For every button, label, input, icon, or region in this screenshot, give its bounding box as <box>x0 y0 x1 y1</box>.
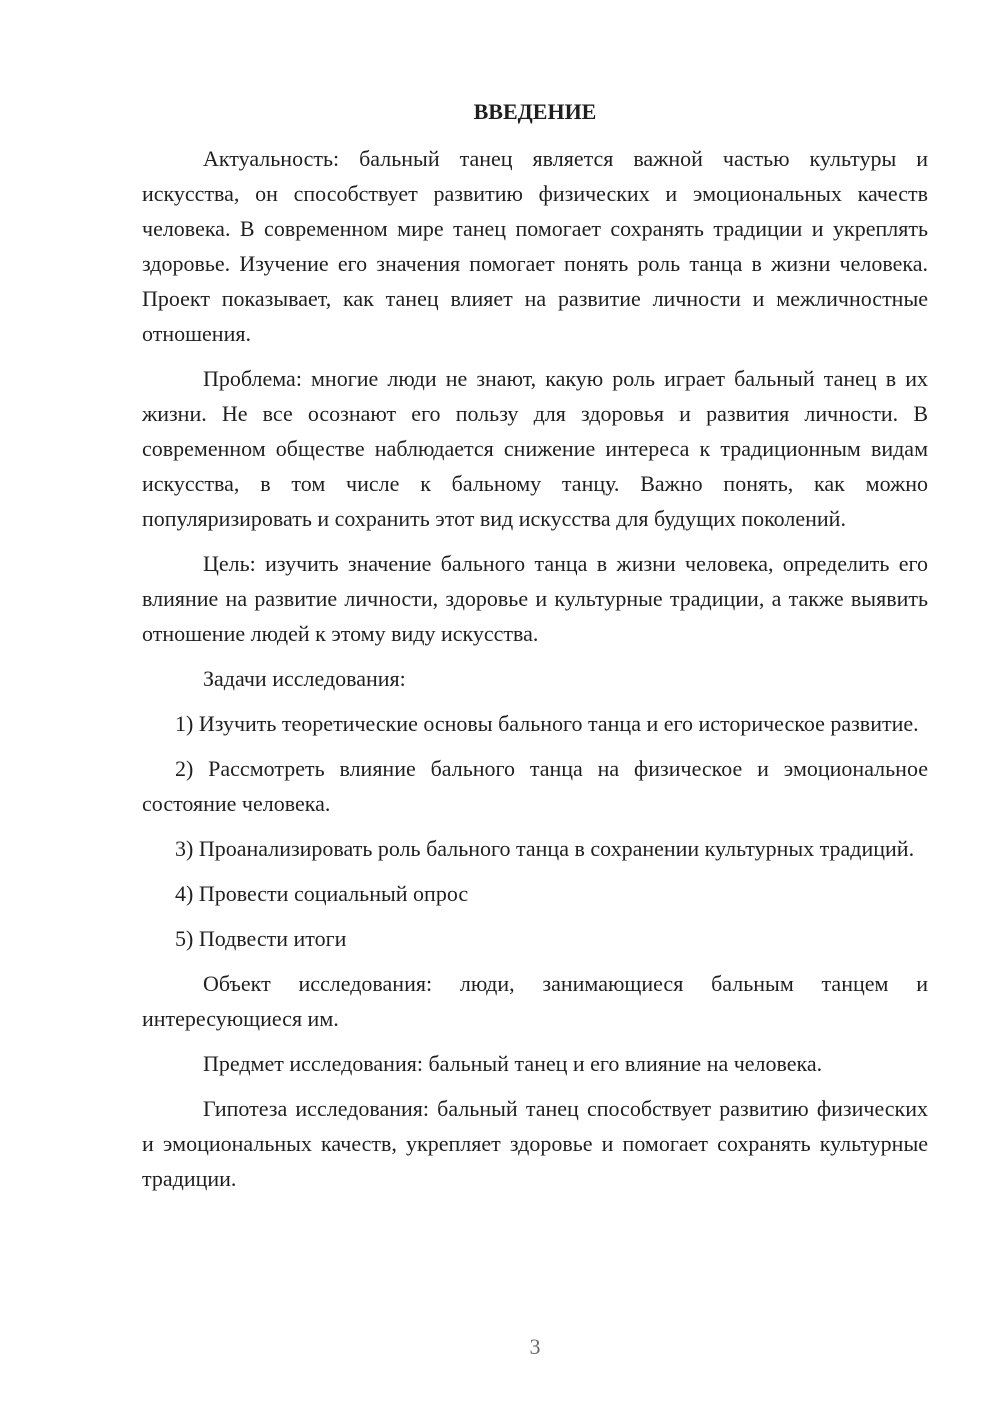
list-item-task-2: 2) Рассмотреть влияние бального танца на физическое и эмоциональное состояние человека. <box>142 756 928 816</box>
paragraph-object: Объект исследования: люди, занимающиеся бальным танцем и интересующиеся им. <box>142 971 928 1031</box>
paragraph-problem: Проблема: многие люди не знают, какую роль играет бальный танец в их жизни. Не все осознают его пользу для здоровья и развития личности. В современном обществе наблюдается снижение интереса к традиционным видам искусства, в том числе к бальному танцу. Важно понять, как можно популяризировать и сохранить этот вид искусства для будущих поколений. <box>142 366 928 531</box>
paragraph-tasks-title: Задачи исследования: <box>203 666 406 691</box>
paragraph-hypothesis: Гипотеза исследования: бальный танец способствует развитию физических и эмоциональных качеств, укрепляет здоровье и помогает сохранять культурные традиции. <box>142 1096 928 1191</box>
body-text <box>142 141 928 1196</box>
section-heading: ВВЕДЕНИЕ <box>473 99 597 124</box>
paragraph-relevance: Актуальность: бальный танец является важной частью культуры и искусства, он способствует развитию физических и эмоциональных качеств человека. В современном мире танец помогает сохранять традиции и укреплять здоровье. Изучение его значения помогает понять роль танца в жизни человека. Проект показывает, как танец влияет на развитие личности и межличностные отношения. <box>142 146 928 346</box>
page-number: 3 <box>529 1334 541 1359</box>
list-item-task-3: 3) Проанализировать роль бального танца в сохранении культурных традиций. <box>175 836 915 861</box>
list-item-task-4: 4) Провести социальный опрос <box>175 881 469 906</box>
paragraph-goal: Цель: изучить значение бального танца в жизни человека, определить его влияние на развитие личности, здоровье и культурные традиции, а также выявить отношение людей к этому виду искусства. <box>142 551 928 646</box>
list-item-task-5: 5) Подвести итоги <box>175 926 347 951</box>
list-item-task-1: 1) Изучить теоретические основы бального танца и его историческое развитие. <box>175 711 919 736</box>
paragraph-subject: Предмет исследования: бальный танец и его влияние на человека. <box>203 1051 823 1076</box>
